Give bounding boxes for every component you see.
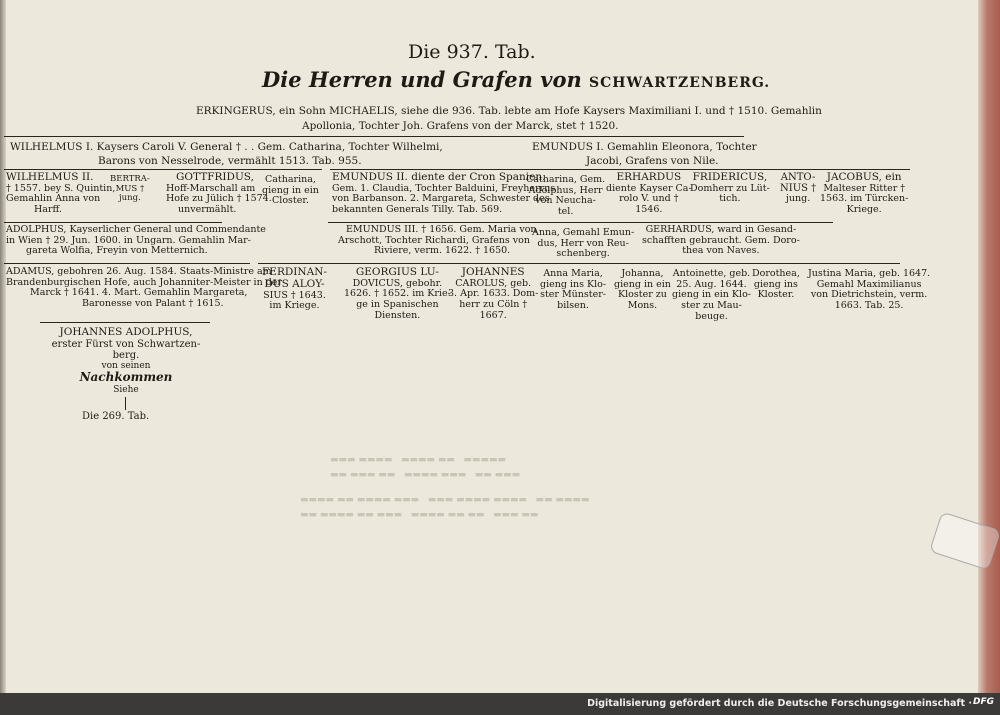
adolphus	[6, 225, 266, 257]
jacobus-line3: 1563. im Türcken-	[820, 193, 909, 205]
johannes-carolus-line4: herr zu Cöln †	[459, 299, 528, 310]
antoinette-line5: beuge.	[695, 310, 728, 322]
bleed-through-text: ▬▬▬ ▬▬▬▬ ▬▬▬▬ ▬▬ ▬▬▬▬▬	[330, 455, 506, 465]
gerhardus-line2: schafften gebraucht. Gem. Doro-	[642, 234, 800, 246]
descendants-label: Nachkommen	[79, 370, 173, 385]
johanna-line1: Johanna,	[621, 268, 664, 279]
johannes-carolus-line5: 1667.	[479, 309, 507, 321]
johannes-adolphus	[46, 327, 206, 395]
catharina-line3: Closter.	[272, 195, 309, 207]
cross-reference-table: Die 269. Tab.	[82, 411, 150, 422]
gottfridus-line1: GOTTFRIDUS,	[176, 171, 254, 183]
anna	[532, 228, 634, 260]
antoinette-line1: Antoinette, geb.	[672, 268, 751, 279]
emundus-ii-line1: EMUNDUS II. diente der Cron Spanien.	[332, 171, 546, 183]
connector-line	[4, 169, 322, 170]
emundus-iii-line2: Arschott, Tochter Richardi, Grafens von	[338, 234, 531, 246]
johanna	[614, 269, 671, 312]
adolphus-line1: ADOLPHUS, Kayserlicher General und Commendante	[6, 224, 266, 235]
bleed-through-text: ▬▬▬▬ ▬▬ ▬▬▬▬ ▬▬▬ ▬▬▬ ▬▬▬▬ ▬▬▬▬ ▬▬ ▬▬▬▬	[300, 495, 590, 505]
johannes-adolphus-line1: JOHANNES ADOLPHUS,	[59, 326, 193, 338]
anna-line3: schenberg.	[556, 248, 610, 260]
jacobus	[820, 172, 908, 216]
connector-line	[330, 169, 910, 170]
funding-notice: Digitalisierung gefördert durch die Deutsche Forschungsgemeinschaft ·	[587, 698, 972, 709]
connector-line	[4, 222, 222, 223]
see-label: Siehe	[113, 384, 139, 395]
bertramus-line2: MUS †	[115, 183, 145, 194]
emundus-iii	[338, 225, 537, 257]
gottfridus-line2: Hoff-Marschall am	[166, 182, 256, 194]
antonius-line2: NIUS †	[780, 183, 817, 195]
wilhelmus-ii-line3: Gemahlin Anna von	[6, 193, 101, 205]
johanna-line4: Mons.	[627, 299, 658, 311]
antoinette-line2: 25. Aug. 1644.	[676, 278, 747, 290]
antoinette	[672, 269, 751, 322]
wilhelmus-i-line2: Barons von Nesselrode, vermählt 1513. Tab. 955.	[98, 155, 362, 167]
anna-maria-line4: bilsen.	[557, 299, 589, 311]
antonius-line3: jung.	[785, 193, 811, 205]
page-edge	[978, 0, 1000, 693]
georgius-line4: ge in Spanischen	[356, 299, 439, 310]
jacobus-line4: Kriege.	[846, 204, 882, 215]
adamus	[6, 267, 282, 310]
ferdinandus-line4: im Kriege.	[269, 300, 320, 312]
justina-maria-line1: Justina Maria, geb. 1647.	[808, 268, 931, 279]
dorothea	[752, 269, 800, 301]
adolphus-line2: in Wien † 29. Jun. 1600. in Ungarn. Gemahlin Mar-	[6, 234, 251, 246]
catharina-line2: gieng in ein	[262, 184, 319, 196]
catharina	[262, 175, 319, 207]
antonius-line1: ANTO-	[780, 172, 816, 183]
georgius-line1: GEORGIUS LU-	[355, 266, 439, 278]
justina-maria	[808, 269, 930, 312]
connector-line	[4, 136, 744, 137]
anna-maria-line2: gieng ins Klo-	[540, 278, 607, 290]
anna-maria	[540, 269, 606, 312]
johannes-carolus-line1: JOHANNES	[461, 266, 525, 278]
georgius	[344, 267, 451, 321]
gottfridus	[166, 172, 272, 216]
emundus-ii-line3: von Barbanson. 2. Margareta, Schwester des	[332, 193, 550, 205]
anna-line1: Anna, Gemahl Emun-	[532, 227, 635, 238]
erhardus-line3: rolo V. und †	[619, 193, 679, 205]
anna-maria-line3: ster Münster-	[540, 289, 606, 301]
bertramus-line1: BERTRA-	[110, 174, 150, 184]
book-spine-shadow	[0, 0, 6, 693]
connector-line	[125, 397, 126, 410]
ferdinandus-line2: DUS ALOY-	[264, 277, 325, 290]
catharina-ii-line3: von Neucha-	[535, 195, 596, 207]
connector-line	[258, 263, 900, 264]
erhardus-line4: 1546.	[635, 204, 663, 215]
fridericus-line3: tich.	[719, 193, 741, 205]
connector-line	[328, 222, 833, 223]
justina-maria-line2: Gemahl Maximilianus	[816, 278, 922, 290]
gerhardus	[642, 225, 800, 257]
justina-maria-line3: von Dietrichstein, verm.	[810, 289, 928, 301]
connector-line	[4, 263, 250, 264]
wilhelmus-ii	[6, 172, 115, 216]
johannes-carolus-line2: CAROLUS, geb.	[455, 277, 532, 289]
antonius	[780, 172, 816, 205]
dorothea-line1: Dorothea,	[752, 268, 800, 279]
dfg-logo[interactable]: DFG	[972, 697, 994, 707]
dorothea-line2: gieng ins	[753, 278, 798, 290]
jacobus-line2: Malteser Ritter †	[823, 182, 905, 194]
bleed-through-text: ▬▬ ▬▬▬ ▬▬ ▬▬▬▬ ▬▬▬ ▬▬ ▬▬▬	[330, 470, 521, 480]
connector-line	[40, 322, 210, 323]
emundus-ii-line2: Gem. 1. Claudia, Tochter Balduini, Freyherrns	[332, 182, 556, 194]
johannes-adolphus-line4: von seinen	[101, 361, 151, 372]
wilhelmus-i-line1: WILHELMUS I. Kaysers Caroli V. General † . . Gem. Catharina, Tochter Wilhelmi,	[10, 141, 443, 153]
adamus-line1: ADAMUS, gebohren 26. Aug. 1584. Staats-Ministre am	[6, 266, 272, 277]
adamus-line3: Marck † 1641. 4. Mart. Gemahlin Margareta,	[30, 287, 248, 299]
bertramus	[110, 175, 150, 204]
ferdinandus-line3: SIUS † 1643.	[263, 289, 326, 301]
gottfridus-line3: Hofe zu Jülich † 1574.	[166, 193, 272, 205]
bertramus-line3: jung.	[119, 193, 141, 204]
gerhardus-line3: thea von Naves.	[682, 245, 760, 257]
ferdinandus-line1: FERDINAN-	[262, 266, 327, 278]
adamus-line4: Baronesse von Palant † 1615.	[82, 297, 224, 309]
fridericus-line1: FRIDERICUS,	[692, 171, 768, 183]
johanna-line3: Kloster zu	[618, 289, 667, 301]
georgius-line5: Diensten.	[374, 309, 421, 321]
gerhardus-line1: GERHARDUS, ward in Gesand-	[645, 224, 797, 235]
family-title-prefix: Die Herren und Grafen von	[262, 67, 582, 92]
georgius-line2: DOVICUS, gebohr.	[352, 277, 443, 289]
wilhelmus-ii-line1: WILHELMUS II.	[6, 171, 94, 183]
catharina-ii-line2: Adolphus, Herr	[528, 184, 603, 196]
adolphus-line3: gareta Wolfia, Freyin von Metternich.	[26, 245, 208, 257]
emundus-iii-line3: Riviere, verm. 1622. † 1650.	[374, 245, 511, 257]
wilhelmus-ii-line2: † 1557. bey S. Quintin,	[6, 182, 116, 194]
emundus-i-line1: EMUNDUS I. Gemahlin Eleonora, Tochter	[532, 141, 757, 153]
erhardus-line1: ERHARDUS	[616, 171, 682, 183]
root-entry-line1: ERKINGERUS, ein Sohn MICHAELIS, siehe die 936. Tab. lebte am Hofe Kaysers Maximiliani I. und † 1510. Gemahlin	[196, 105, 822, 117]
root-entry-line2: Apollonia, Tochter Joh. Grafens von der Marck, stet † 1520.	[302, 120, 619, 132]
catharina-ii-line1: Catharina, Gem.	[526, 174, 606, 185]
emundus-i-line2: Jacobi, Grafens von Nile.	[586, 155, 719, 167]
emundus-ii	[332, 172, 555, 216]
fridericus-line2: Domherr zu Lüt-	[690, 182, 770, 194]
gottfridus-line4: unvermählt.	[178, 204, 237, 215]
johannes-carolus-line3: 3. Apr. 1633. Dom-	[448, 288, 539, 300]
catharina-ii	[526, 175, 605, 218]
erhardus	[606, 172, 692, 216]
footer-bar	[0, 693, 1000, 715]
johanna-line2: gieng in ein	[614, 278, 671, 290]
antoinette-line4: ster zu Mau-	[681, 299, 742, 311]
jacobus-line1: JACOBUS, ein	[826, 171, 902, 183]
bleed-through-text: ▬▬ ▬▬▬▬ ▬▬ ▬▬▬ ▬▬▬▬ ▬▬ ▬▬ ▬▬▬ ▬▬	[300, 510, 539, 520]
family-title	[262, 68, 770, 92]
wilhelmus-ii-line4: Harff.	[34, 204, 62, 215]
johannes-adolphus-line2: erster Fürst von Schwartzen-	[51, 338, 201, 350]
georgius-line3: 1626. † 1652. im Krie-	[344, 288, 451, 300]
table-number-title: Die 937. Tab.	[408, 41, 536, 63]
justina-maria-line4: 1663. Tab. 25.	[834, 299, 904, 311]
adamus-line2: Brandenburgischen Hofe, auch Johanniter-Meister in der	[6, 276, 282, 288]
anna-line2: dus, Herr von Reu-	[537, 237, 629, 249]
fridericus	[690, 172, 770, 205]
antoinette-line3: gieng in ein Klo-	[672, 289, 752, 301]
catharina-line1: Catharina,	[265, 174, 316, 185]
family-name: SCHWARTZENBERG.	[589, 75, 771, 91]
johannes-adolphus-line3: berg.	[112, 349, 140, 361]
catharina-ii-line4: tel.	[557, 205, 574, 217]
emundus-iii-line1: EMUNDUS III. † 1656. Gem. Maria von	[346, 224, 537, 235]
dorothea-line3: Kloster.	[757, 289, 795, 301]
emundus-ii-line4: bekannten Generals Tilly. Tab. 569.	[332, 204, 503, 215]
anna-maria-line1: Anna Maria,	[543, 268, 603, 279]
johannes-carolus	[448, 267, 538, 321]
ferdinandus	[262, 267, 327, 312]
erhardus-line2: diente Kayser Ca-	[606, 182, 692, 194]
